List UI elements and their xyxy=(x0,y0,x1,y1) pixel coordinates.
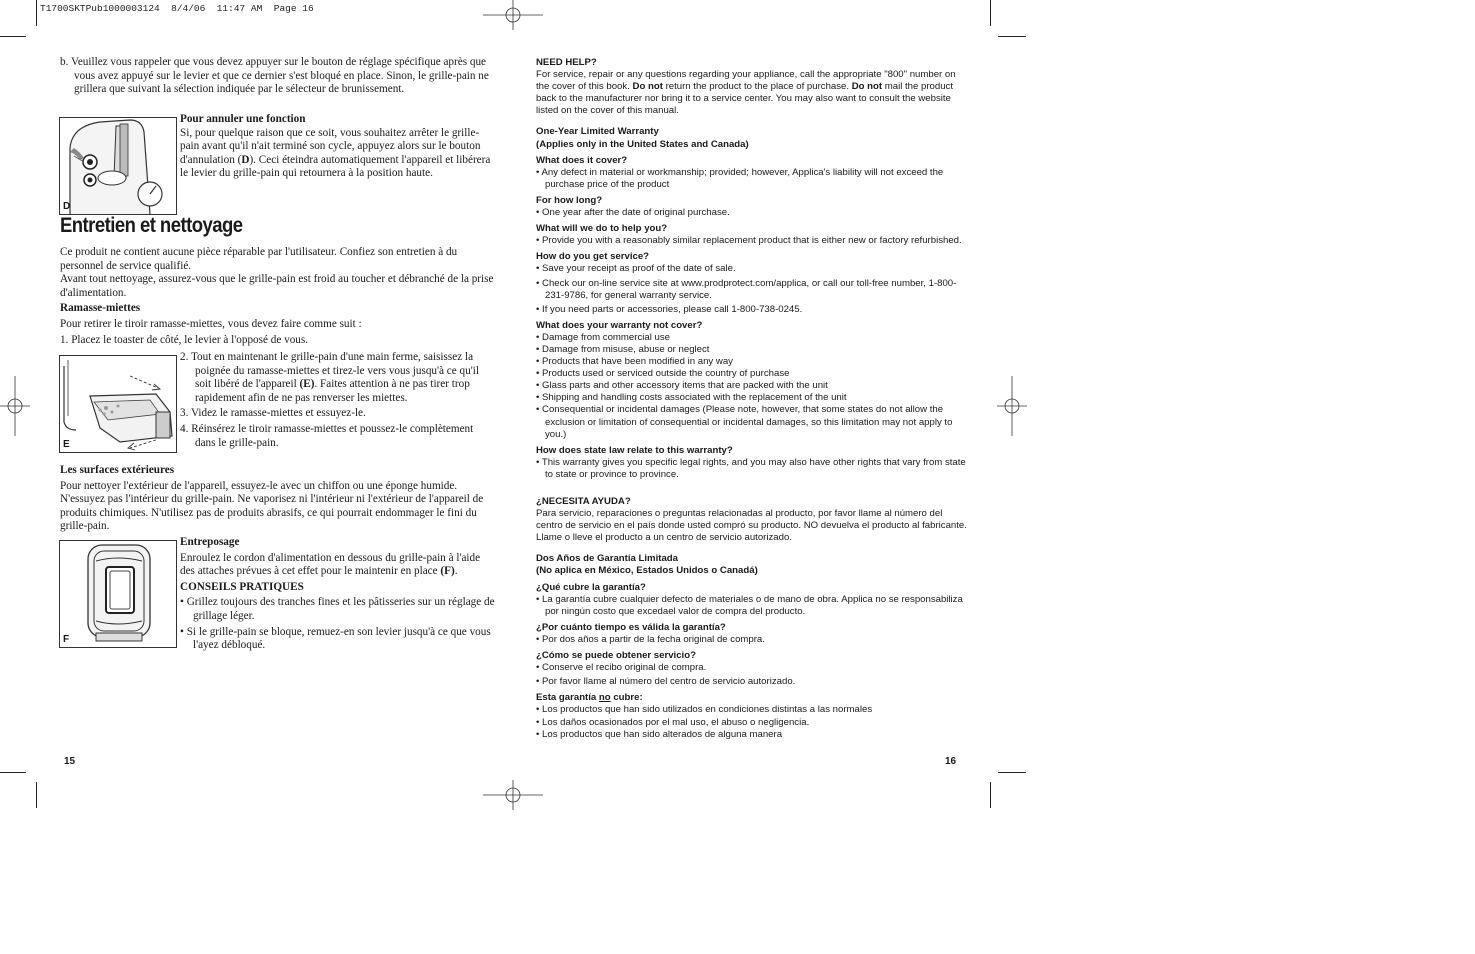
warranty-answer: • If you need parts or accessories, please call 1-800-738-0245. xyxy=(536,303,803,315)
warranty-title: One-Year Limited Warranty xyxy=(536,126,659,138)
crop-mark xyxy=(0,36,26,37)
warranty-question: For how long? xyxy=(536,194,603,206)
page-number-right: 16 xyxy=(945,756,957,767)
storage-section xyxy=(180,536,496,653)
section-heading: Entretien et nettoyage xyxy=(60,214,243,237)
es-warranty-answer: • Por dos años a partir de la fecha original de compra. xyxy=(536,633,765,645)
registration-mark-icon xyxy=(483,0,543,30)
es-warranty-subtitle: (No aplica en México, Estados Unidos o Canadá) xyxy=(536,565,758,577)
figure-d xyxy=(59,117,177,215)
page-number-left: 15 xyxy=(64,756,76,767)
cord-storage-illustration-icon xyxy=(60,541,176,647)
warranty-answer: • Glass parts and other accessory items that are packed with the unit xyxy=(536,380,828,392)
es-warranty-question: ¿Cómo se puede obtener servicio? xyxy=(536,650,696,662)
warranty-subtitle: (Applies only in the United States and Canada) xyxy=(536,138,749,150)
es-help-text: Para servicio, reparaciones o preguntas relacionadas al producto, por favor llame al número del centro de servicio en el país donde usted compró su producto. NO devuelva el producto al fabricante. Llame o lleve el producto a un centro de servicio autorizado. xyxy=(536,508,967,544)
warranty-answer: • One year after the date of original purchase. xyxy=(536,207,730,219)
right-page-warranty xyxy=(536,57,968,741)
warranty-answer: • This warranty gives you specific legal rights, and you may also have other rights that vary from state to state or province to province. xyxy=(536,456,966,480)
figure-label: E xyxy=(63,439,70,450)
need-help-title: NEED HELP? xyxy=(536,57,597,68)
exterior-section xyxy=(60,464,496,534)
maintenance-intro xyxy=(60,246,494,347)
item-b: b. Veuillez vous rappeler que vous devez appuyer sur le bouton de réglage spécifique après que vous avez appuyé sur le levier et que ce dernier s'est bloqué en place. Sinon, le grille-pain ne grillera que suivant la sélection indiquée par le sélecteur de brunissement. xyxy=(60,56,489,96)
es-warranty-answer: • Conserve el recibo original de compra. xyxy=(536,662,707,674)
warranty-question: What does your warranty not cover? xyxy=(536,319,703,331)
cancel-title: Pour annuler une fonction xyxy=(180,113,306,125)
es-warranty-answer: • Por favor llame al número del centro de servicio autorizado. xyxy=(536,676,796,688)
registration-mark-icon xyxy=(483,780,543,810)
need-help-text: For service, repair or any questions regarding your appliance, call the appropriate "800" number on the cover of this book. Do not return the product to the place of purchase. Do not mail the product back to the manufacturer nor bring it to a service center. You may also want to consult the website listed on the cover of this manual. xyxy=(536,69,956,117)
crumb-tray-steps xyxy=(180,351,496,450)
es-warranty-question: ¿Qué cubre la garantía? xyxy=(536,581,646,593)
crumb-tray-illustration-icon xyxy=(60,356,176,452)
warranty-answer: • Any defect in material or workmanship; provided; however, Applica's liability will not exceed the purchase price of the product xyxy=(536,166,944,190)
storage-title: Entreposage xyxy=(180,536,240,548)
figure-e xyxy=(59,355,177,453)
registration-mark-icon xyxy=(0,376,30,436)
es-warranty-title: Dos Años de Garantía Limitada xyxy=(536,553,678,565)
warranty-answer: • Products that have been modified in any way xyxy=(536,356,733,368)
paragraph: Ce produit ne contient aucune pièce réparable par l'utilisateur. Confiez son entretien à du personnel de service qualifié. xyxy=(60,246,458,272)
step-4: 4. Réinsérez le tiroir ramasse-miettes et poussez-le complètement dans le grille-pain. xyxy=(180,422,474,449)
tip-item: • Si le grille-pain se bloque, remuez-en son levier jusqu'à ce que vous l'ayez débloqué. xyxy=(180,625,491,652)
toaster-cancel-button-illustration-icon xyxy=(60,118,176,214)
step-1: 1. Placez le toaster de côté, le levier à l'opposé de vous. xyxy=(60,333,309,346)
tip-item: • Grillez toujours des tranches fines et les pâtisseries sur un réglage de grillage léger. xyxy=(180,596,495,622)
warranty-answer: • Shipping and handling costs associated with the replacement of the unit xyxy=(536,392,847,404)
es-warranty-question: Esta garantía no cubre: xyxy=(536,692,643,704)
exterior-text: Pour nettoyer l'extérieur de l'appareil, essuyez-le avec un chiffon ou une éponge humide. N'essuyez pas l'intérieur du grille-pain. Ne vaporisez ni l'intérieur ni l'extérieur de l'appareil de produits chimiques. N'utilisez pas de produits abrasifs, ce qui pourrait endommager le fini du grille-pain. xyxy=(60,479,484,533)
es-warranty-answer: • Los productos que han sido alterados de alguna manera xyxy=(536,728,783,740)
exterior-title: Les surfaces extérieures xyxy=(60,464,175,476)
es-warranty-answer: • Los productos que han sido utilizados en condiciones distintas a las normales xyxy=(536,704,873,716)
print-slug: T1700SKTPub1000003124 8/4/06 11:47 AM Page 16 xyxy=(40,3,314,14)
tips-title: CONSEILS PRATIQUES xyxy=(180,580,304,593)
figure-label: D xyxy=(63,201,71,212)
crop-mark xyxy=(998,772,1026,773)
warranty-answer: • Damage from misuse, abuse or neglect xyxy=(536,343,710,355)
tips-list xyxy=(180,596,496,652)
crop-mark xyxy=(998,36,1026,37)
warranty-answer: • Save your receipt as proof of the date of sale. xyxy=(536,263,736,275)
left-page-intro xyxy=(60,56,494,97)
step-3: 3. Videz le ramasse-miettes et essuyez-le. xyxy=(180,407,366,420)
crop-mark xyxy=(36,0,37,26)
crumb-tray-intro: Pour retirer le tiroir ramasse-miettes, vous devez faire comme suit : xyxy=(60,317,362,330)
crop-mark xyxy=(36,782,37,808)
es-warranty-answer: • Los daños ocasionados por el mal uso, el abuso o negligencia. xyxy=(536,716,810,728)
warranty-answer: • Consequential or incidental damages (Please note, however, that some states do not allow the exclusion or limitation of consequential or incidental damages, so this limitation may not apply to you.) xyxy=(536,404,953,440)
warranty-answer: • Damage from commercial use xyxy=(536,331,670,343)
warranty-question: What does it cover? xyxy=(536,154,628,166)
es-warranty-question: ¿Por cuánto tiempo es válida la garantía? xyxy=(536,621,726,633)
es-warranty-answer: • La garantía cubre cualquier defecto de materiales o de mano de obra. Applica no se responsabiliza por ningún costo que excedael valor de compra del producto. xyxy=(536,593,963,617)
step-2: 2. Tout en maintenant le grille-pain d'une main ferme, saisissez la poignée du ramasse-miettes et tirez-le vers vous jusqu'à ce qu'il soit libéré de l'appareil (E). Faites attention à ne pas tirer trop rapidement afin de ne pas renverser les miettes. xyxy=(180,351,479,404)
paragraph: Avant tout nettoyage, assurez-vous que le grille-pain est froid au toucher et débranché de la prise d'alimentation. xyxy=(60,273,494,299)
warranty-answer: • Provide you with a reasonably similar replacement product that is either new or factory refurbished. xyxy=(536,235,962,247)
es-help-title: ¿NECESITA AYUDA? xyxy=(536,496,631,507)
warranty-answer: • Check our on-line service site at www.prodprotect.com/applica, or call our toll-free number, 1-800-231-9786, for general warranty service. xyxy=(536,277,957,301)
warranty-answer: • Products used or serviced outside the country of purchase xyxy=(536,368,790,380)
registration-mark-icon xyxy=(997,376,1027,436)
figure-f xyxy=(59,540,177,648)
warranty-question: How does state law relate to this warranty? xyxy=(536,444,733,456)
warranty-question: What will we do to help you? xyxy=(536,223,668,235)
crop-mark xyxy=(0,772,26,773)
cancel-section xyxy=(180,113,496,181)
crumb-tray-title: Ramasse-miettes xyxy=(60,302,141,315)
figure-label: F xyxy=(63,634,70,645)
cancel-text: Si, pour quelque raison que ce soit, vous souhaitez arrêter le grille-pain avant qu'il n'ait terminé son cycle, appuyez alors sur le bouton d'annulation (D). Ceci éteindra automatiquement l'appareil et libérera le levier du grille-pain qui retournera à la position haute. xyxy=(180,126,491,180)
warranty-question: How do you get service? xyxy=(536,251,650,263)
crop-mark xyxy=(990,0,991,26)
storage-text: Enroulez le cordon d'alimentation en dessous du grille-pain à l'aide des attaches prévues à cet effet pour le maintenir en place (F). xyxy=(180,551,481,578)
crop-mark xyxy=(990,782,991,808)
